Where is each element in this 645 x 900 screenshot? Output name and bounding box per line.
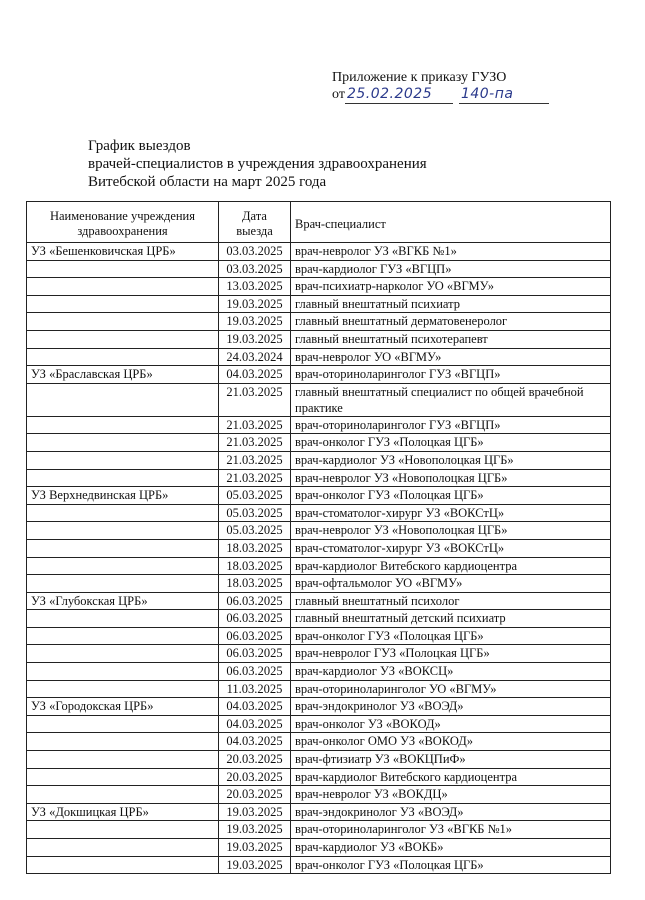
cell-date: 06.03.2025 bbox=[219, 627, 291, 645]
cell-date: 19.03.2025 bbox=[219, 856, 291, 874]
cell-institution: УЗ «Докшицкая ЦРБ» bbox=[27, 803, 219, 821]
cell-specialist: врач-онколог ГУЗ «Полоцкая ЦГБ» bbox=[291, 627, 611, 645]
cell-institution bbox=[27, 469, 219, 487]
table-row bbox=[27, 680, 611, 698]
cell-specialist: врач-невролог УЗ «ВГКБ №1» bbox=[291, 243, 611, 261]
table-row bbox=[27, 243, 611, 261]
cell-date: 04.03.2025 bbox=[219, 698, 291, 716]
cell-specialist: врач-онколог УЗ «ВОКОД» bbox=[291, 715, 611, 733]
title-line-1: График выездов bbox=[88, 138, 191, 154]
title-line-2: врачей-специалистов в учреждения здравоохранения bbox=[88, 156, 427, 172]
table-row bbox=[27, 383, 611, 416]
cell-date: 06.03.2025 bbox=[219, 663, 291, 681]
cell-date: 20.03.2025 bbox=[219, 768, 291, 786]
cell-date: 04.03.2025 bbox=[219, 733, 291, 751]
header-specialist: Врач-специалист bbox=[291, 202, 611, 243]
cell-institution: УЗ «Браславская ЦРБ» bbox=[27, 366, 219, 384]
cell-institution: УЗ «Бешенковичская ЦРБ» bbox=[27, 243, 219, 261]
schedule-body bbox=[27, 243, 611, 874]
cell-date: 19.03.2025 bbox=[219, 839, 291, 857]
table-row bbox=[27, 504, 611, 522]
cell-institution: УЗ «Городокская ЦРБ» bbox=[27, 698, 219, 716]
cell-institution bbox=[27, 821, 219, 839]
table-row bbox=[27, 366, 611, 384]
cell-specialist: врач-невролог УЗ «ВОКДЦ» bbox=[291, 786, 611, 804]
cell-date: 18.03.2025 bbox=[219, 575, 291, 593]
cell-institution bbox=[27, 522, 219, 540]
table-row bbox=[27, 313, 611, 331]
cell-institution bbox=[27, 416, 219, 434]
appendix-date-row bbox=[332, 85, 549, 104]
cell-date: 21.03.2025 bbox=[219, 434, 291, 452]
cell-institution bbox=[27, 839, 219, 857]
cell-date: 04.03.2025 bbox=[219, 366, 291, 384]
cell-specialist: врач-эндокринолог УЗ «ВОЭД» bbox=[291, 803, 611, 821]
table-row bbox=[27, 575, 611, 593]
cell-specialist: врач-стоматолог-хирург УЗ «ВОКСтЦ» bbox=[291, 539, 611, 557]
cell-specialist: врач-кардиолог УЗ «ВОКБ» bbox=[291, 839, 611, 857]
cell-date: 21.03.2025 bbox=[219, 383, 291, 416]
title-line-3: Витебской области на март 2025 года bbox=[88, 174, 327, 190]
cell-specialist: главный внештатный психолог bbox=[291, 592, 611, 610]
table-row bbox=[27, 645, 611, 663]
cell-date: 05.03.2025 bbox=[219, 522, 291, 540]
cell-specialist: врач-кардиолог Витебского кардиоцентра bbox=[291, 557, 611, 575]
cell-institution bbox=[27, 539, 219, 557]
cell-institution bbox=[27, 575, 219, 593]
cell-institution bbox=[27, 557, 219, 575]
cell-date: 11.03.2025 bbox=[219, 680, 291, 698]
cell-institution: УЗ Верхнедвинская ЦРБ» bbox=[27, 487, 219, 505]
cell-institution bbox=[27, 856, 219, 874]
cell-date: 19.03.2025 bbox=[219, 313, 291, 331]
date-prefix: от bbox=[332, 87, 345, 102]
cell-specialist: врач-кардиолог УЗ «ВОКСЦ» bbox=[291, 663, 611, 681]
cell-date: 20.03.2025 bbox=[219, 786, 291, 804]
table-row bbox=[27, 610, 611, 628]
cell-specialist: врач-оториноларинголог ГУЗ «ВГЦП» bbox=[291, 366, 611, 384]
cell-specialist: врач-кардиолог Витебского кардиоцентра bbox=[291, 768, 611, 786]
cell-date: 19.03.2025 bbox=[219, 803, 291, 821]
cell-institution bbox=[27, 768, 219, 786]
cell-institution bbox=[27, 434, 219, 452]
cell-institution bbox=[27, 645, 219, 663]
cell-specialist: врач-оториноларинголог УЗ «ВГКБ №1» bbox=[291, 821, 611, 839]
cell-date: 03.03.2025 bbox=[219, 260, 291, 278]
cell-institution bbox=[27, 680, 219, 698]
cell-specialist: врач-кардиолог УЗ «Новополоцкая ЦГБ» bbox=[291, 451, 611, 469]
cell-institution bbox=[27, 278, 219, 296]
cell-specialist: врач-невролог УЗ «Новополоцкая ЦГБ» bbox=[291, 469, 611, 487]
cell-specialist: врач-оториноларинголог УО «ВГМУ» bbox=[291, 680, 611, 698]
cell-institution bbox=[27, 260, 219, 278]
cell-specialist: главный внештатный дерматовенеролог bbox=[291, 313, 611, 331]
cell-date: 24.03.2024 bbox=[219, 348, 291, 366]
cell-date: 21.03.2025 bbox=[219, 416, 291, 434]
cell-date: 19.03.2025 bbox=[219, 330, 291, 348]
table-row bbox=[27, 557, 611, 575]
cell-institution bbox=[27, 383, 219, 416]
cell-specialist: врач-онколог ГУЗ «Полоцкая ЦГБ» bbox=[291, 487, 611, 505]
cell-specialist: врач-офтальмолог УО «ВГМУ» bbox=[291, 575, 611, 593]
table-row bbox=[27, 451, 611, 469]
table-row bbox=[27, 592, 611, 610]
cell-institution bbox=[27, 348, 219, 366]
table-row bbox=[27, 698, 611, 716]
cell-date: 05.03.2025 bbox=[219, 504, 291, 522]
cell-specialist: врач-невролог УО «ВГМУ» bbox=[291, 348, 611, 366]
cell-institution bbox=[27, 733, 219, 751]
cell-institution: УЗ «Глубокская ЦРБ» bbox=[27, 592, 219, 610]
cell-date: 06.03.2025 bbox=[219, 645, 291, 663]
header-date: Дата выезда bbox=[219, 202, 291, 243]
handwritten-date: 25.02.2025 bbox=[345, 85, 453, 104]
cell-date: 03.03.2025 bbox=[219, 243, 291, 261]
cell-date: 18.03.2025 bbox=[219, 557, 291, 575]
cell-institution bbox=[27, 330, 219, 348]
cell-specialist: врач-оториноларинголог ГУЗ «ВГЦП» bbox=[291, 416, 611, 434]
cell-date: 21.03.2025 bbox=[219, 469, 291, 487]
cell-institution bbox=[27, 313, 219, 331]
table-row bbox=[27, 751, 611, 769]
table-row bbox=[27, 627, 611, 645]
table-row bbox=[27, 278, 611, 296]
cell-specialist: врач-невролог УЗ «Новополоцкая ЦГБ» bbox=[291, 522, 611, 540]
cell-date: 20.03.2025 bbox=[219, 751, 291, 769]
table-row bbox=[27, 434, 611, 452]
cell-institution bbox=[27, 751, 219, 769]
cell-institution bbox=[27, 610, 219, 628]
table-header-row bbox=[27, 202, 611, 243]
cell-date: 19.03.2025 bbox=[219, 821, 291, 839]
handwritten-order-number: 140-па bbox=[459, 85, 549, 104]
table-row bbox=[27, 839, 611, 857]
cell-specialist: главный внештатный специалист по общей врачебной практике bbox=[291, 383, 611, 416]
cell-specialist: врач-невролог ГУЗ «Полоцкая ЦГБ» bbox=[291, 645, 611, 663]
cell-institution bbox=[27, 715, 219, 733]
table-row bbox=[27, 416, 611, 434]
cell-specialist: врач-психиатр-нарколог УО «ВГМУ» bbox=[291, 278, 611, 296]
cell-specialist: главный внештатный детский психиатр bbox=[291, 610, 611, 628]
cell-specialist: врач-онколог ГУЗ «Полоцкая ЦГБ» bbox=[291, 434, 611, 452]
table-row bbox=[27, 260, 611, 278]
cell-institution bbox=[27, 451, 219, 469]
table-row bbox=[27, 733, 611, 751]
table-row bbox=[27, 539, 611, 557]
appendix-label: Приложение к приказу ГУЗО bbox=[332, 70, 507, 85]
table-row bbox=[27, 522, 611, 540]
cell-specialist: главный внештатный психотерапевт bbox=[291, 330, 611, 348]
cell-specialist: врач-стоматолог-хирург УЗ «ВОКСтЦ» bbox=[291, 504, 611, 522]
cell-date: 06.03.2025 bbox=[219, 610, 291, 628]
cell-date: 21.03.2025 bbox=[219, 451, 291, 469]
cell-specialist: врач-эндокринолог УЗ «ВОЭД» bbox=[291, 698, 611, 716]
cell-institution bbox=[27, 786, 219, 804]
cell-date: 04.03.2025 bbox=[219, 715, 291, 733]
cell-date: 19.03.2025 bbox=[219, 295, 291, 313]
cell-specialist: врач-фтизиатр УЗ «ВОКЦПиФ» bbox=[291, 751, 611, 769]
cell-institution bbox=[27, 295, 219, 313]
cell-institution bbox=[27, 504, 219, 522]
table-row bbox=[27, 786, 611, 804]
cell-specialist: врач-онколог ГУЗ «Полоцкая ЦГБ» bbox=[291, 856, 611, 874]
table-row bbox=[27, 487, 611, 505]
cell-specialist: врач-кардиолог ГУЗ «ВГЦП» bbox=[291, 260, 611, 278]
table-row bbox=[27, 803, 611, 821]
cell-specialist: главный внештатный психиатр bbox=[291, 295, 611, 313]
table-row bbox=[27, 330, 611, 348]
table-row bbox=[27, 856, 611, 874]
table-row bbox=[27, 768, 611, 786]
table-row bbox=[27, 348, 611, 366]
cell-date: 06.03.2025 bbox=[219, 592, 291, 610]
schedule-table bbox=[26, 201, 611, 874]
table-row bbox=[27, 715, 611, 733]
table-row bbox=[27, 663, 611, 681]
cell-institution bbox=[27, 627, 219, 645]
table-row bbox=[27, 295, 611, 313]
table-row bbox=[27, 469, 611, 487]
cell-institution bbox=[27, 663, 219, 681]
cell-date: 18.03.2025 bbox=[219, 539, 291, 557]
cell-specialist: врач-онколог ОМО УЗ «ВОКОД» bbox=[291, 733, 611, 751]
cell-date: 13.03.2025 bbox=[219, 278, 291, 296]
header-institution: Наименование учреждения здравоохранения bbox=[27, 202, 219, 243]
cell-date: 05.03.2025 bbox=[219, 487, 291, 505]
table-row bbox=[27, 821, 611, 839]
document-title bbox=[88, 137, 427, 191]
